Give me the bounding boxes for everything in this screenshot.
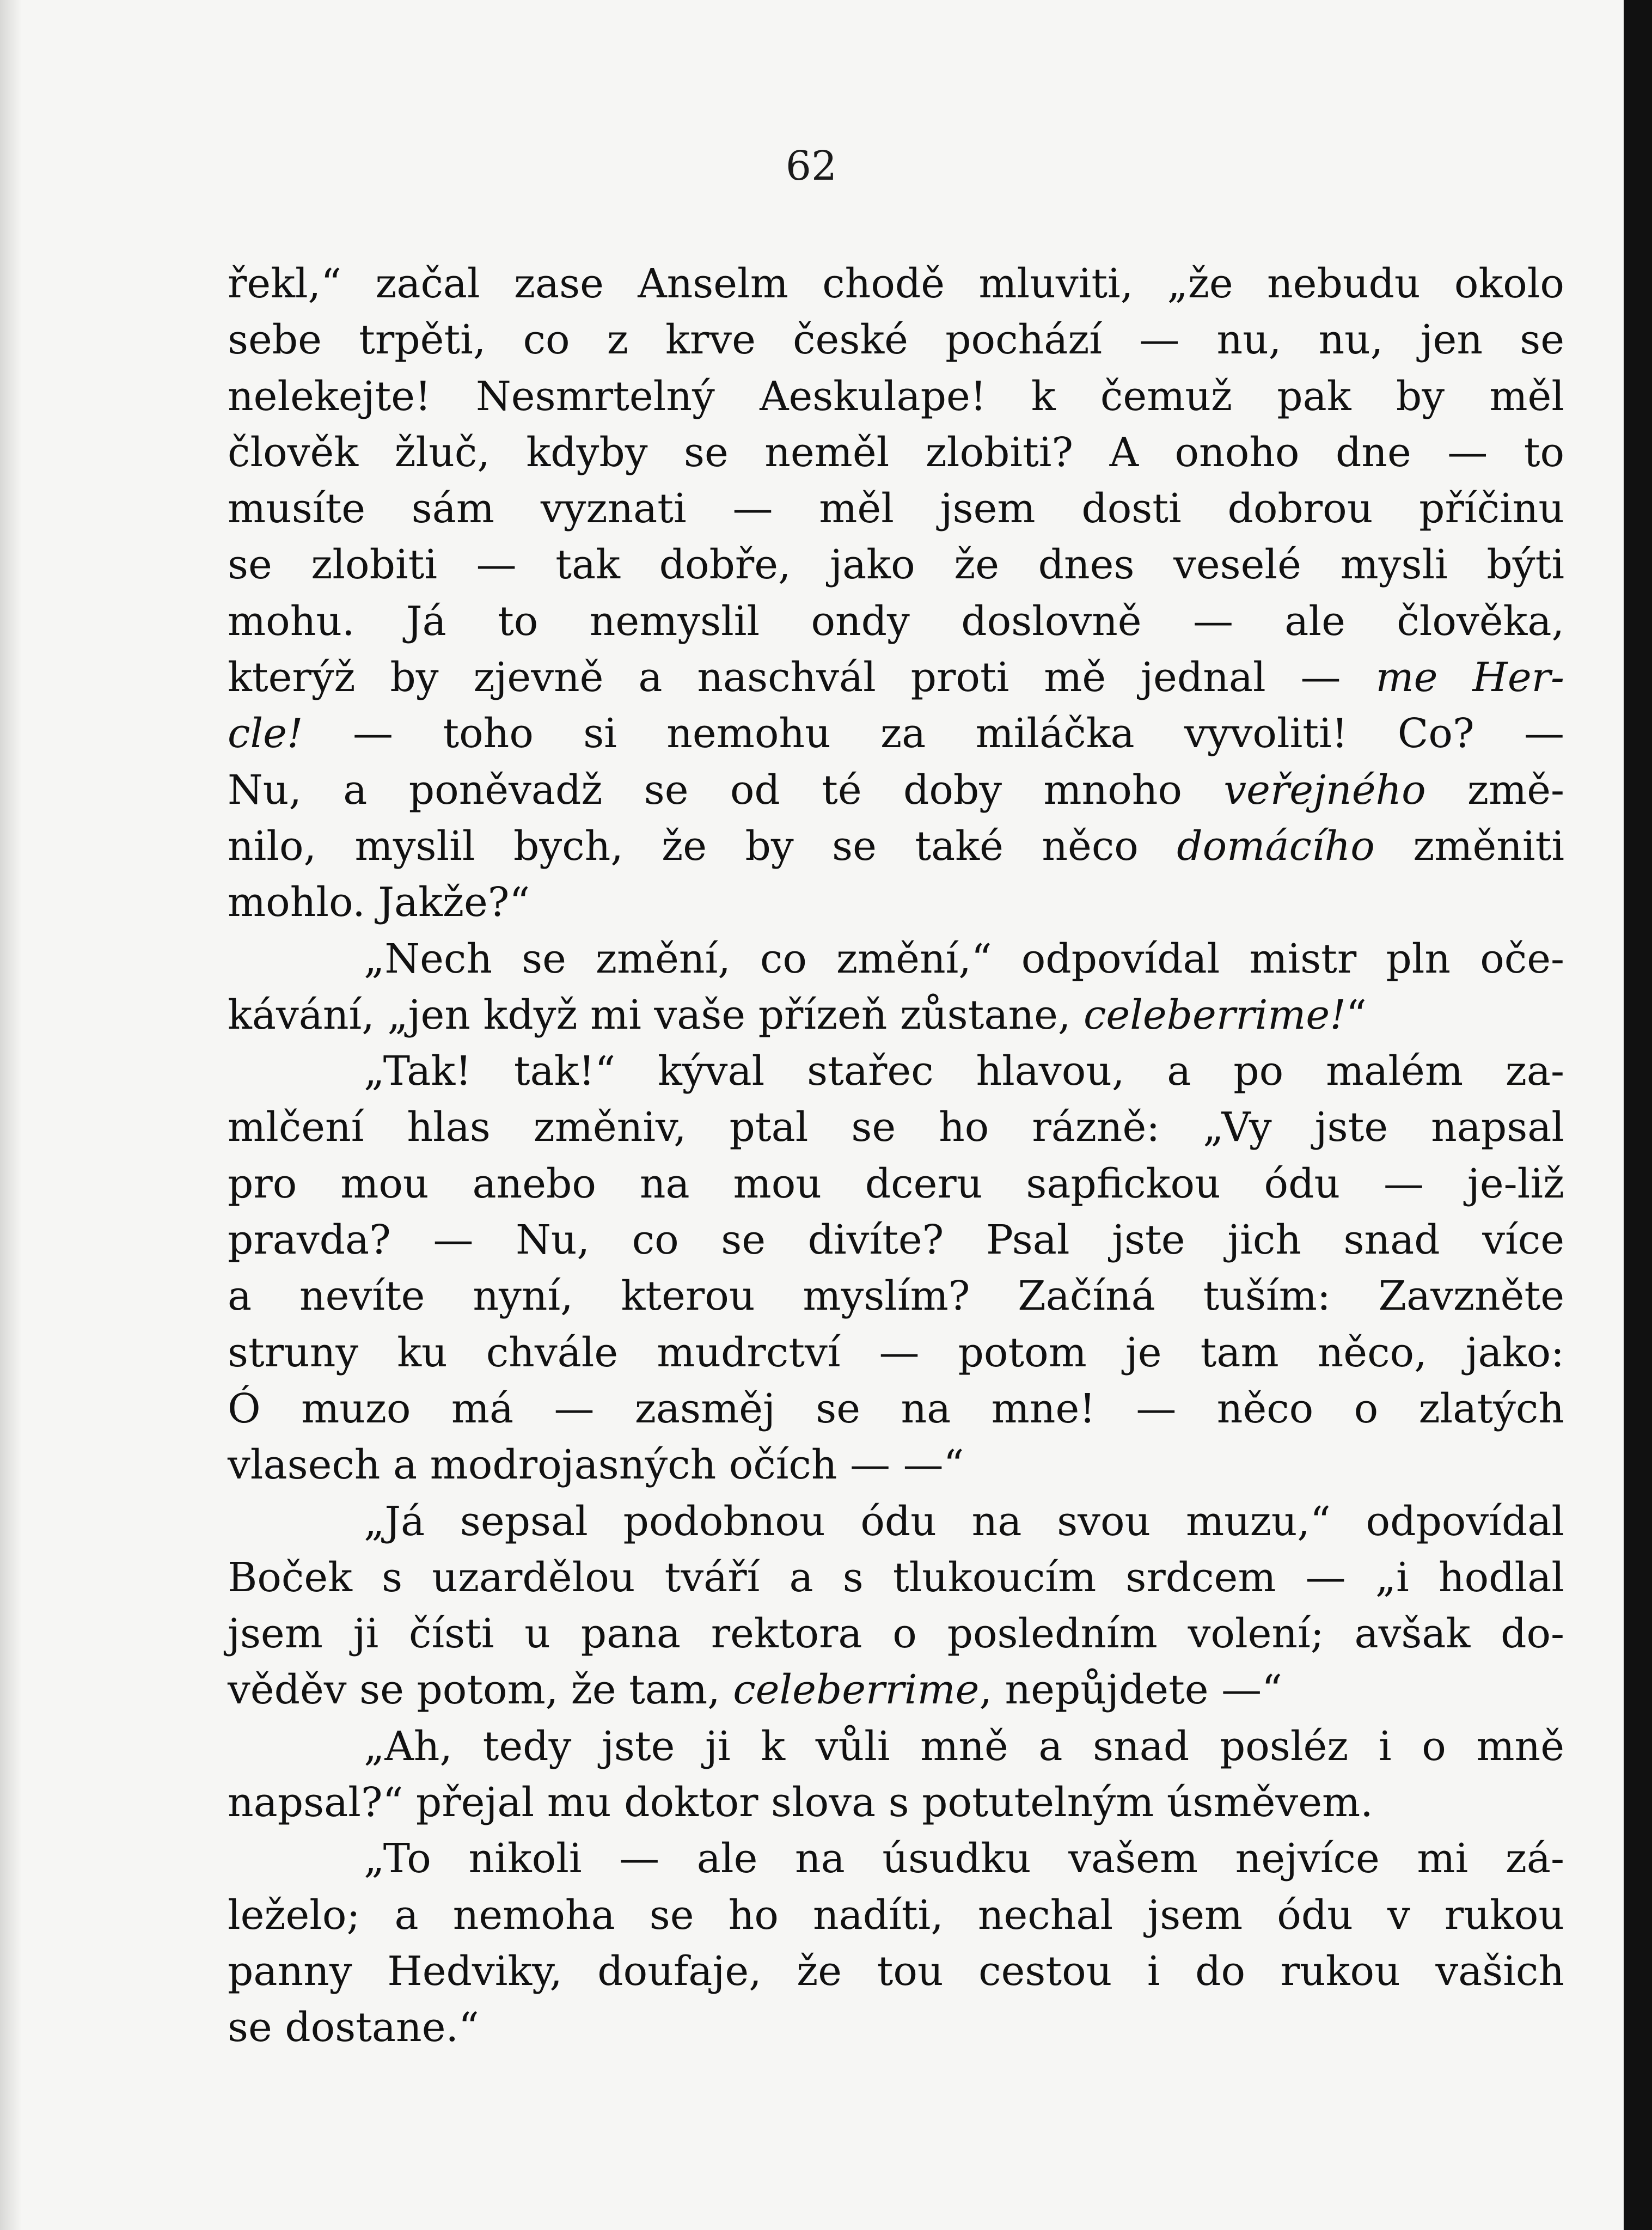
text-line bbox=[228, 1043, 1564, 1099]
text-line bbox=[228, 1381, 1564, 1437]
text-line bbox=[228, 1719, 1564, 1775]
text-line bbox=[228, 1831, 1564, 1887]
text-run: „Tak! tak!“ kýval stařec hlavou, a po malém za- bbox=[364, 1048, 1564, 1095]
italic-text: cle! bbox=[228, 710, 303, 757]
paragraph bbox=[228, 1494, 1564, 1719]
text-line bbox=[228, 425, 1564, 481]
body-text bbox=[228, 256, 1564, 2056]
paragraph bbox=[228, 1831, 1564, 2056]
text-run: „Ah, tedy jste ji k vůli mně a snad posléz i o mně bbox=[364, 1722, 1564, 1770]
text-line bbox=[228, 537, 1564, 593]
page-number: 62 bbox=[785, 143, 837, 190]
text-run: „Já sepsal podobnou ódu na svou muzu,“ odpovídal bbox=[364, 1498, 1564, 1545]
text-run: věděv se potom, že tam, bbox=[228, 1666, 733, 1714]
text-run: pravda? — Nu, co se divíte? Psal jste jich snad více bbox=[228, 1217, 1564, 1264]
text-line bbox=[228, 650, 1564, 706]
text-run: , nepůjdete —“ bbox=[979, 1666, 1282, 1714]
text-run: musíte sám vyznati — měl jsem dosti dobrou příčinu bbox=[228, 485, 1564, 533]
text-run: pro mou anebo na mou dceru sapfickou ódu — je-liž bbox=[228, 1160, 1564, 1207]
text-line bbox=[228, 931, 1564, 987]
text-run: mohlo. Jakže?“ bbox=[228, 879, 530, 926]
text-line bbox=[228, 1944, 1564, 2000]
italic-text: veřejného bbox=[1223, 766, 1426, 814]
text-line bbox=[228, 594, 1564, 650]
text-run: mlčení hlas změniv, ptal se ho rázně: „Vy jste napsal bbox=[228, 1104, 1564, 1151]
page-right-border bbox=[1624, 0, 1652, 2230]
text-line bbox=[228, 1325, 1564, 1381]
text-line bbox=[228, 1606, 1564, 1662]
paragraph bbox=[228, 256, 1564, 931]
text-line bbox=[228, 1437, 1564, 1493]
text-run: nelekejte! Nesmrtelný Aeskulape! k čemuž pak by měl bbox=[228, 372, 1564, 420]
text-line bbox=[228, 1775, 1564, 1831]
text-run: a nevíte nyní, kterou myslím? Začíná tuším: Zavzněte bbox=[228, 1273, 1564, 1320]
italic-text: domácího bbox=[1177, 822, 1375, 870]
text-line bbox=[228, 1550, 1564, 1606]
text-line bbox=[228, 256, 1564, 312]
text-run: se zlobiti — tak dobře, jako že dnes veselé mysli býti bbox=[228, 541, 1564, 589]
text-run: se dostane.“ bbox=[228, 2004, 479, 2051]
text-line bbox=[228, 818, 1564, 875]
text-line bbox=[228, 762, 1564, 818]
text-line bbox=[228, 1662, 1564, 1718]
text-run: nilo, myslil bych, že by se také něco bbox=[228, 822, 1177, 870]
text-line bbox=[228, 1212, 1564, 1268]
text-line bbox=[228, 369, 1564, 425]
text-run: člověk žluč, kdyby se neměl zlobiti? A onoho dne — to bbox=[228, 429, 1564, 476]
text-run: sebe trpěti, co z krve české pochází — nu, nu, jen se bbox=[228, 316, 1564, 364]
text-run: kterýž by zjevně a naschvál proti mě jednal — bbox=[228, 654, 1376, 701]
paragraph bbox=[228, 931, 1564, 1044]
paragraph bbox=[228, 1043, 1564, 1493]
text-run: řekl,“ začal zase Anselm chodě mluviti, „že nebudu okolo bbox=[228, 260, 1564, 307]
text-line bbox=[228, 875, 1564, 931]
italic-text: me Her- bbox=[1375, 654, 1564, 701]
text-run: Ó muzo má — zasměj se na mne! — něco o zlatých bbox=[228, 1385, 1564, 1432]
text-run: kávání, „jen když mi vaše přízeň zůstane, bbox=[228, 991, 1084, 1038]
text-run: „Nech se změní, co změní,“ odpovídal mistr pln oče- bbox=[364, 935, 1564, 982]
text-line bbox=[228, 1494, 1564, 1550]
italic-text: celeberrime! bbox=[1083, 991, 1346, 1038]
text-line bbox=[228, 481, 1564, 537]
text-line bbox=[228, 1156, 1564, 1212]
text-run: změniti bbox=[1374, 822, 1564, 870]
text-run: vlasech a modrojasných očích — —“ bbox=[228, 1441, 964, 1489]
text-run: “ bbox=[1345, 991, 1367, 1038]
text-line bbox=[228, 1268, 1564, 1324]
text-line bbox=[228, 706, 1564, 762]
text-run: Boček s uzardělou tváří a s tlukoucím srdcem — „i hodlal bbox=[228, 1554, 1564, 1601]
text-run: — toho si nemohu za miláčka vyvoliti! Co? — bbox=[303, 710, 1564, 757]
text-run: změ- bbox=[1425, 766, 1564, 814]
text-line bbox=[228, 2000, 1564, 2056]
text-run: „To nikoli — ale na úsudku vašem nejvíce mi zá- bbox=[364, 1835, 1564, 1883]
text-run: Nu, a poněvadž se od té doby mnoho bbox=[228, 766, 1224, 814]
text-line bbox=[228, 1887, 1564, 1944]
italic-text: celeberrime bbox=[733, 1666, 980, 1714]
text-run: mohu. Já to nemyslil ondy doslovně — ale člověka, bbox=[228, 597, 1564, 645]
text-run: panny Hedviky, doufaje, že tou cestou i do rukou vašich bbox=[228, 1947, 1564, 1995]
text-line bbox=[228, 1099, 1564, 1156]
text-run: napsal?“ přejal mu doktor slova s potutelným úsměvem. bbox=[228, 1779, 1373, 1826]
text-run: leželo; a nemoha se ho nadíti, nechal jsem ódu v rukou bbox=[228, 1891, 1564, 1939]
text-run: struny ku chvále mudrctví — potom je tam něco, jako: bbox=[228, 1329, 1564, 1376]
text-run: jsem ji čísti u pana rektora o posledním volení; avšak do- bbox=[228, 1610, 1564, 1658]
text-line bbox=[228, 312, 1564, 368]
paragraph bbox=[228, 1719, 1564, 1831]
page-left-shadow bbox=[0, 0, 22, 2230]
text-line bbox=[228, 987, 1564, 1043]
